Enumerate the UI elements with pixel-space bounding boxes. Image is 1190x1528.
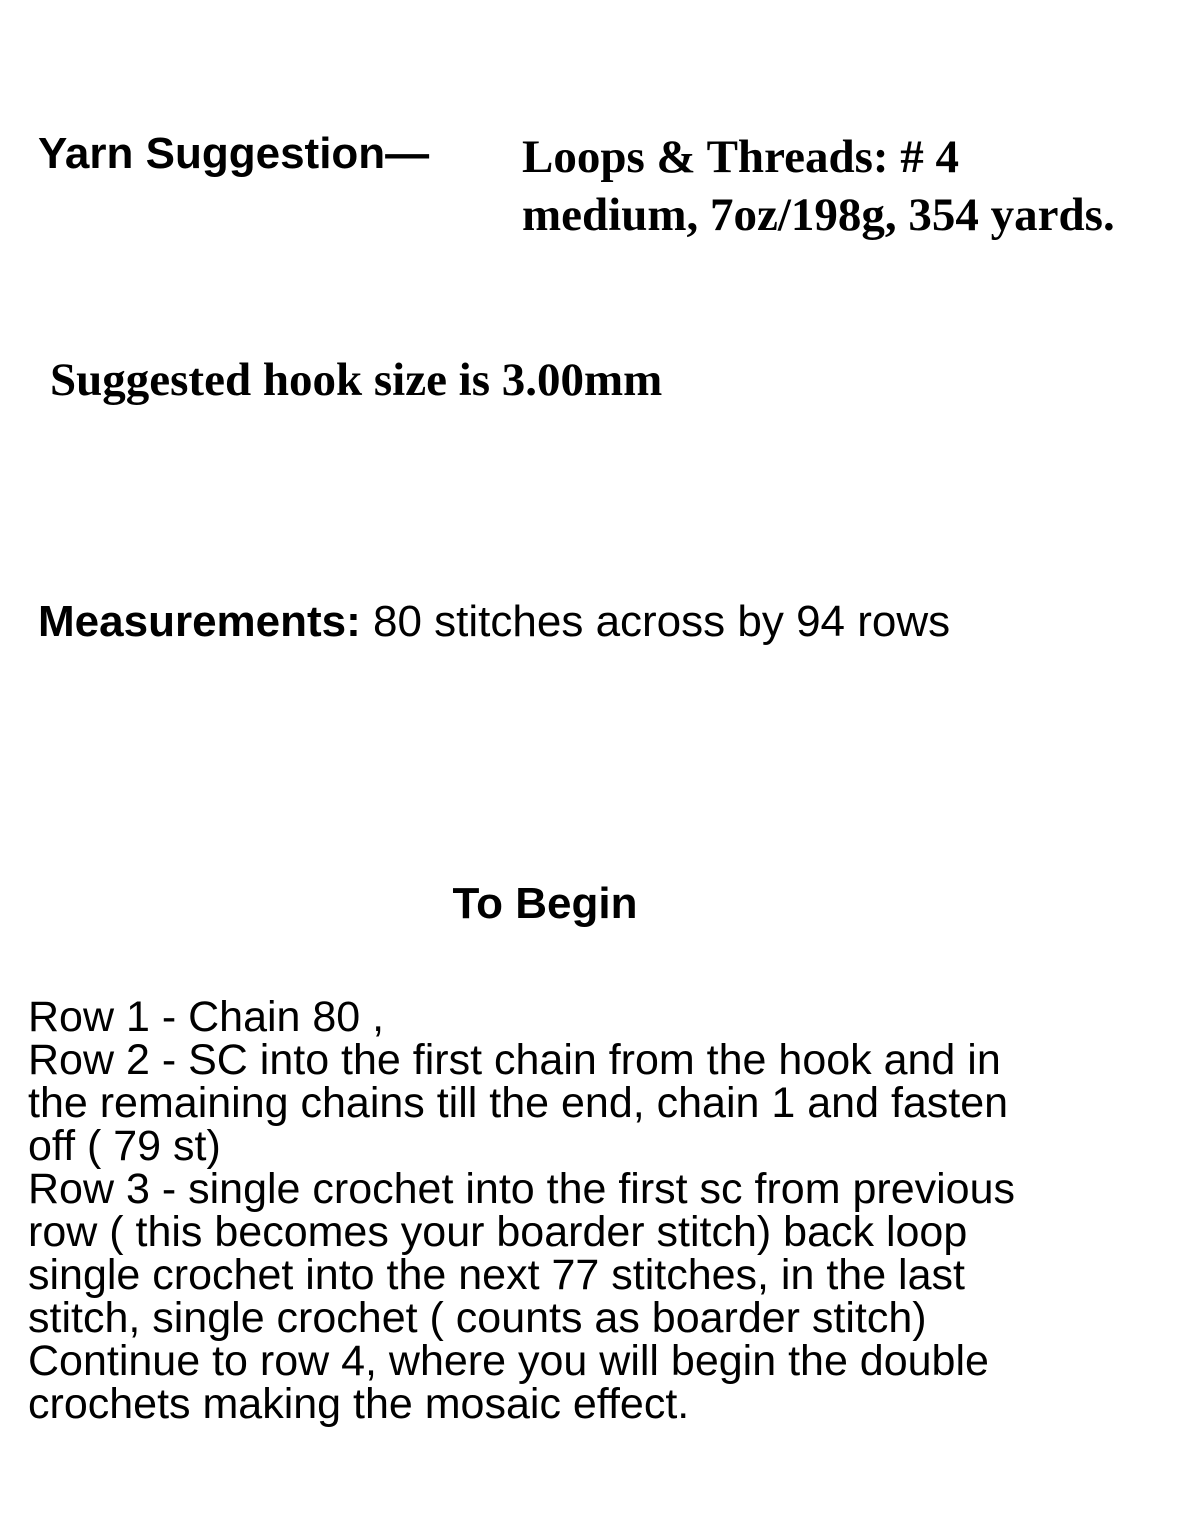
section-heading: To Begin: [452, 879, 638, 928]
instruction-line: crochets making the mosaic effect.: [28, 1380, 690, 1428]
instruction-line: Row 3 - single crochet into the first sc from previous: [28, 1165, 1015, 1213]
measurements-value: 80 stitches across by 94 rows: [360, 597, 951, 646]
instruction-line: the remaining chains till the end, chain 1 and fasten: [28, 1079, 1009, 1127]
instruction-line: single crochet into the next 77 stitches, in the last: [28, 1251, 965, 1299]
instruction-line: stitch, single crochet ( counts as boarder stitch): [28, 1294, 927, 1342]
instruction-line: off ( 79 st): [28, 1122, 221, 1170]
instruction-line: row ( this becomes your boarder stitch) back loop: [28, 1208, 968, 1256]
measurements: [38, 592, 950, 652]
measurements-label: Measurements:: [38, 597, 361, 646]
yarn-value-line-1: Loops & Threads: # 4: [522, 131, 960, 183]
yarn-value-line-2: medium, 7oz/198g, 354 yards.: [522, 189, 1115, 241]
instructions: [28, 993, 1168, 1428]
instruction-line: Row 2 - SC into the first chain from the hook and in: [28, 1036, 1001, 1084]
instruction-line: Continue to row 4, where you will begin the double: [28, 1337, 989, 1385]
hook-size-text: Suggested hook size is 3.00mm: [50, 354, 663, 406]
yarn-suggestion-label: Yarn Suggestion—: [38, 129, 430, 178]
yarn-suggestion-value: [522, 128, 1115, 244]
instruction-line: Row 1 - Chain 80 ,: [28, 993, 385, 1041]
